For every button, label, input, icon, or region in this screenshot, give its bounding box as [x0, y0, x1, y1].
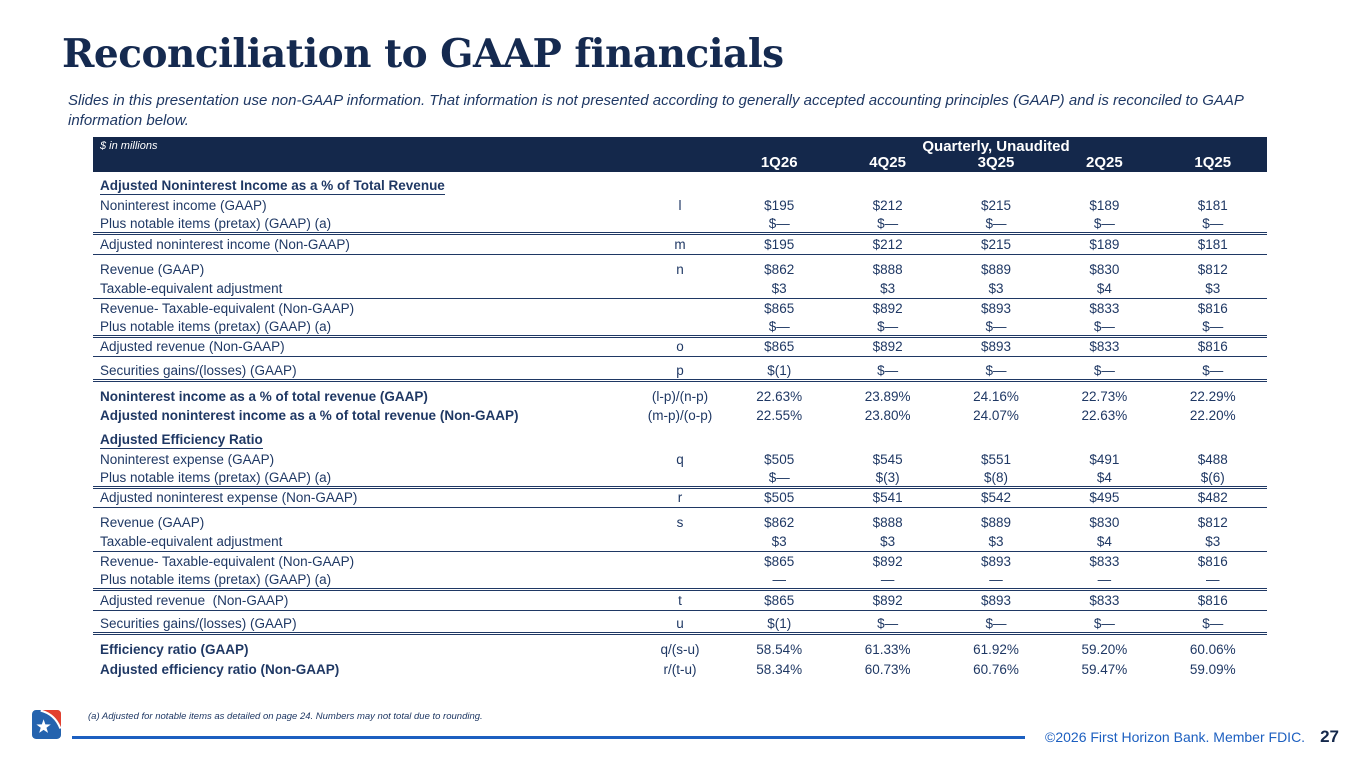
- cell-value: $893: [980, 339, 1011, 355]
- cell-value: $865: [764, 554, 795, 570]
- first-horizon-logo: [32, 710, 61, 739]
- cell-value: $—: [1093, 216, 1115, 232]
- cell-value: $(1): [767, 362, 792, 378]
- section-header: [93, 431, 1267, 450]
- table-row: [93, 235, 1267, 255]
- cell-value: $816: [1197, 592, 1228, 608]
- gaap-reconciliation-table: [93, 137, 1267, 679]
- cell-value: 58.34%: [756, 661, 803, 677]
- cell-value: 60.76%: [973, 661, 1019, 677]
- cell-value: 24.16%: [973, 388, 1019, 404]
- table-row: [93, 260, 1267, 280]
- row-label: Revenue- Taxable-equivalent (Non-GAAP): [100, 554, 355, 570]
- table-row: [93, 362, 1267, 382]
- cell-value: $812: [1197, 261, 1228, 277]
- footer-divider: [72, 736, 1025, 739]
- column-header: 4Q25: [869, 154, 906, 171]
- cell-value: $—: [768, 469, 790, 485]
- cell-value: $—: [1202, 362, 1224, 378]
- cell-value: $812: [1197, 515, 1228, 531]
- cell-value: —: [1097, 572, 1112, 588]
- cell-value: —: [989, 572, 1003, 588]
- table-row: [93, 513, 1267, 533]
- cell-value: $3: [880, 280, 896, 296]
- row-formula: q/(s-u): [660, 642, 700, 658]
- row-label: Plus notable items (pretax) (GAAP) (a): [100, 572, 332, 588]
- row-formula: o: [676, 339, 684, 355]
- cell-value: $181: [1197, 236, 1228, 252]
- cell-value: 59.20%: [1081, 642, 1128, 658]
- table-row: [93, 489, 1267, 509]
- column-header: 1Q26: [760, 154, 798, 171]
- row-label: Noninterest income as a % of total revenue (GAAP): [100, 388, 428, 404]
- row-label: Revenue (GAAP): [100, 515, 205, 531]
- cell-value: 22.20%: [1189, 408, 1236, 424]
- cell-value: $888: [872, 261, 903, 277]
- table-row: [93, 338, 1267, 358]
- cell-value: $4: [1096, 534, 1112, 550]
- table-row: [93, 406, 1267, 426]
- cell-value: 22.63%: [756, 388, 803, 404]
- row-label: Adjusted noninterest income as a % of total revenue (Non-GAAP): [100, 408, 519, 424]
- cell-value: $212: [872, 236, 903, 252]
- row-formula: r: [677, 490, 683, 506]
- cell-value: 23.80%: [864, 408, 911, 424]
- copyright-text: ©2026 First Horizon Bank. Member FDIC.: [1045, 729, 1306, 745]
- row-label: Plus notable items (pretax) (GAAP) (a): [100, 216, 332, 232]
- cell-value: $—: [1093, 318, 1115, 334]
- row-label: Noninterest income (GAAP): [100, 198, 267, 214]
- quarter-columns: [725, 154, 1267, 171]
- row-label: Adjusted noninterest income (Non-GAAP): [100, 236, 350, 252]
- cell-value: —: [1206, 572, 1220, 588]
- footnote: (a) Adjusted for notable items as detailed on page 24. Numbers may not total due to rounding.: [88, 711, 483, 722]
- cell-value: 22.55%: [756, 408, 803, 424]
- cell-value: $215: [980, 198, 1011, 214]
- row-label: Plus notable items (pretax) (GAAP) (a): [100, 318, 332, 334]
- row-formula: p: [676, 362, 684, 378]
- cell-value: 24.07%: [973, 408, 1019, 424]
- cell-value: $3: [771, 280, 787, 296]
- cell-value: $482: [1197, 490, 1228, 506]
- table-row: [93, 552, 1267, 572]
- cell-value: $541: [872, 490, 903, 506]
- cell-value: $—: [877, 318, 899, 334]
- cell-value: 59.47%: [1081, 661, 1128, 677]
- cell-value: $(3): [875, 469, 900, 485]
- table-row: [93, 616, 1267, 636]
- cell-value: $195: [764, 236, 795, 252]
- cell-value: $833: [1089, 592, 1120, 608]
- row-label: Plus notable items (pretax) (GAAP) (a): [100, 469, 332, 485]
- cell-value: $—: [1093, 362, 1115, 378]
- cell-value: $542: [980, 490, 1011, 506]
- cell-value: $892: [872, 300, 903, 316]
- cell-value: 22.29%: [1189, 388, 1236, 404]
- group-header: Quarterly, Unaudited: [922, 138, 1070, 155]
- cell-value: $833: [1089, 339, 1120, 355]
- cell-value: $893: [980, 300, 1011, 316]
- row-formula: t: [678, 592, 682, 608]
- cell-value: $893: [980, 554, 1011, 570]
- cell-value: —: [880, 572, 895, 588]
- cell-value: $816: [1197, 339, 1228, 355]
- footer-right: [1045, 727, 1339, 747]
- cell-value: $—: [985, 616, 1007, 632]
- cell-value: $(6): [1200, 469, 1225, 485]
- cell-value: $—: [877, 216, 899, 232]
- table-row: [93, 660, 1267, 680]
- row-label: Efficiency ratio (GAAP): [100, 642, 249, 658]
- cell-value: $—: [1202, 616, 1224, 632]
- cell-value: $3: [880, 534, 896, 550]
- cell-value: $195: [764, 198, 795, 214]
- cell-value: $865: [764, 592, 795, 608]
- table-row: [93, 279, 1267, 299]
- table-body: [93, 177, 1267, 679]
- cell-value: 23.89%: [864, 388, 911, 404]
- cell-value: $—: [985, 318, 1007, 334]
- row-formula: (m-p)/(o-p): [647, 408, 713, 424]
- row-formula: (l-p)/(n-p): [651, 388, 709, 404]
- row-label: Taxable-equivalent adjustment: [100, 280, 283, 296]
- cell-value: $189: [1089, 198, 1120, 214]
- cell-value: $—: [1093, 616, 1115, 632]
- cell-value: $830: [1089, 515, 1120, 531]
- cell-value: $893: [980, 592, 1011, 608]
- row-label: Adjusted noninterest expense (Non-GAAP): [100, 490, 358, 506]
- cell-value: $3: [988, 280, 1004, 296]
- cell-value: $865: [764, 339, 795, 355]
- row-label: Adjusted revenue (Non-GAAP): [100, 339, 285, 355]
- cell-value: $505: [764, 490, 795, 506]
- cell-value: $892: [872, 554, 903, 570]
- cell-value: 22.73%: [1081, 388, 1128, 404]
- cell-value: $862: [764, 515, 795, 531]
- cell-value: $830: [1089, 261, 1120, 277]
- cell-value: $—: [877, 362, 899, 378]
- cell-value: $4: [1096, 280, 1112, 296]
- cell-value: 58.54%: [756, 642, 803, 658]
- cell-value: $889: [980, 261, 1011, 277]
- cell-value: $491: [1089, 451, 1120, 467]
- cell-value: $833: [1089, 300, 1120, 316]
- row-formula: q: [676, 451, 684, 467]
- cell-value: 61.33%: [864, 642, 911, 658]
- cell-value: $833: [1089, 554, 1120, 570]
- cell-value: $—: [985, 362, 1007, 378]
- cell-value: $892: [872, 339, 903, 355]
- cell-value: $862: [764, 261, 795, 277]
- units-label: $ in millions: [100, 140, 158, 152]
- table-header-bar: [93, 137, 1267, 172]
- row-formula: n: [676, 261, 684, 277]
- row-label: Noninterest expense (GAAP): [100, 451, 275, 467]
- cell-value: $—: [1202, 216, 1224, 232]
- row-formula: s: [676, 515, 684, 531]
- cell-value: $212: [872, 198, 903, 214]
- cell-value: $—: [768, 318, 790, 334]
- row-label: Adjusted efficiency ratio (Non-GAAP): [100, 661, 340, 677]
- cell-value: $551: [980, 451, 1011, 467]
- cell-value: 61.92%: [973, 642, 1019, 658]
- section-header-label: Adjusted Efficiency Ratio: [100, 431, 263, 447]
- section-header: [93, 177, 1267, 196]
- cell-value: $—: [985, 216, 1007, 232]
- column-header: 1Q25: [1194, 154, 1232, 171]
- column-header: 3Q25: [977, 154, 1015, 171]
- table-row: [93, 318, 1267, 338]
- cell-value: $—: [768, 216, 790, 232]
- cell-value: 60.73%: [864, 661, 911, 677]
- cell-value: $3: [771, 534, 787, 550]
- cell-value: $—: [877, 616, 899, 632]
- cell-value: $—: [1202, 318, 1224, 334]
- cell-value: —: [772, 572, 786, 588]
- row-formula: l: [678, 198, 682, 214]
- cell-value: $3: [1205, 534, 1221, 550]
- table-row: [93, 640, 1267, 660]
- section-header-label: Adjusted Noninterest Income as a % of Total Revenue: [100, 178, 445, 193]
- page-title: Reconciliation to GAAP financials: [62, 31, 784, 77]
- table-row: [93, 196, 1267, 216]
- row-formula: m: [674, 236, 686, 252]
- cell-value: $3: [1205, 280, 1221, 296]
- cell-value: $495: [1089, 490, 1120, 506]
- table-row: [93, 572, 1267, 592]
- row-label: Adjusted revenue (Non-GAAP): [100, 592, 289, 608]
- cell-value: $(1): [767, 616, 792, 632]
- table-row: [93, 469, 1267, 489]
- row-formula: r/(t-u): [663, 661, 697, 677]
- cell-value: $545: [872, 451, 903, 467]
- slide-subtitle: Slides in this presentation use non-GAAP information. That information is not presented according to generally accepted accounting principles (GAAP) and is reconciled to GAAP information below.: [68, 92, 1244, 130]
- cell-value: $816: [1197, 554, 1228, 570]
- cell-value: $888: [872, 515, 903, 531]
- row-label: Revenue- Taxable-equivalent (Non-GAAP): [100, 300, 355, 316]
- row-label: Securities gains/(losses) (GAAP): [100, 616, 297, 632]
- cell-value: $488: [1197, 451, 1228, 467]
- cell-value: $865: [764, 300, 795, 316]
- column-header: 2Q25: [1086, 154, 1123, 171]
- table-row: [93, 216, 1267, 236]
- row-label: Revenue (GAAP): [100, 261, 205, 277]
- table-row: [93, 533, 1267, 553]
- page-number: 27: [1320, 727, 1339, 746]
- row-label: Securities gains/(losses) (GAAP): [100, 362, 297, 378]
- cell-value: 59.09%: [1189, 661, 1236, 677]
- cell-value: $215: [980, 236, 1011, 252]
- cell-value: $(8): [983, 469, 1008, 485]
- table-row: [93, 299, 1267, 319]
- cell-value: $3: [988, 534, 1004, 550]
- cell-value: $816: [1197, 300, 1228, 316]
- table-row: [93, 387, 1267, 407]
- table-row: [93, 591, 1267, 611]
- cell-value: $181: [1197, 198, 1228, 214]
- cell-value: $505: [764, 451, 795, 467]
- table-row: [93, 450, 1267, 470]
- cell-value: 22.63%: [1081, 408, 1128, 424]
- cell-value: $4: [1096, 469, 1112, 485]
- cell-value: $892: [872, 592, 903, 608]
- cell-value: 60.06%: [1189, 642, 1236, 658]
- cell-value: $189: [1089, 236, 1120, 252]
- row-formula: u: [676, 616, 684, 632]
- row-label: Taxable-equivalent adjustment: [100, 534, 283, 550]
- cell-value: $889: [980, 515, 1011, 531]
